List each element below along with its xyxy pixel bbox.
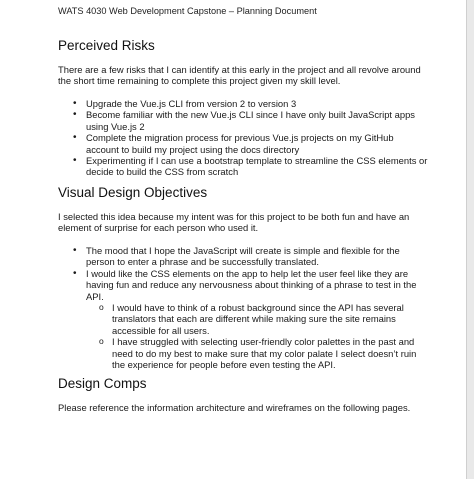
page-edge: [466, 0, 474, 479]
visual-intro: I selected this idea because my intent was for this project to be both fun and have an element of surprise for each person who used it.: [58, 211, 410, 234]
list-item: • Become familiar with the new Vue.js CLI since I have only built JavaScript apps using Vue.js 2: [58, 109, 428, 132]
list-item: • Upgrade the Vue.js CLI from version 2 to version 3: [58, 98, 428, 109]
heading-perceived-risks: Perceived Risks: [58, 38, 155, 53]
heading-design-comps: Design Comps: [58, 376, 147, 391]
heading-visual-design-objectives: Visual Design Objectives: [58, 185, 208, 200]
list-item: o I have struggled with selecting user-friendly color palettes in the past and need to do my best to make sure that my color palate I select doesn’t ruin the experience for people before even testing the API.: [58, 336, 428, 370]
list-item: o I would have to think of a robust background since the API has several translators that each are different while making sure the site remains accessible for all users.: [58, 302, 428, 336]
risks-bullet-list: [58, 98, 428, 178]
visual-sub-bullet-list: [58, 302, 428, 370]
list-item: • The mood that I hope the JavaScript will create is simple and flexible for the person to enter a phrase and be successfully translated.: [58, 245, 428, 268]
comps-text: Please reference the information architecture and wireframes on the following pages.: [58, 402, 411, 413]
list-item: • I would like the CSS elements on the app to help let the user feel like they are having fun and reduce any nervousness about thinking of a phrase to test in the API.: [58, 268, 428, 302]
risks-intro: There are a few risks that I can identify at this early in the project and all revolve around the short time remaining to complete this project given my skill level.: [58, 64, 421, 87]
document-header: WATS 4030 Web Development Capstone – Planning Document: [58, 6, 317, 16]
visual-bullet-list: [58, 245, 428, 302]
list-item: • Complete the migration process for previous Vue.js projects on my GitHub account to build my project using the docs directory: [58, 132, 428, 155]
list-item: • Experimenting if I can use a bootstrap template to streamline the CSS elements or decide to build the CSS from scratch: [58, 155, 428, 178]
